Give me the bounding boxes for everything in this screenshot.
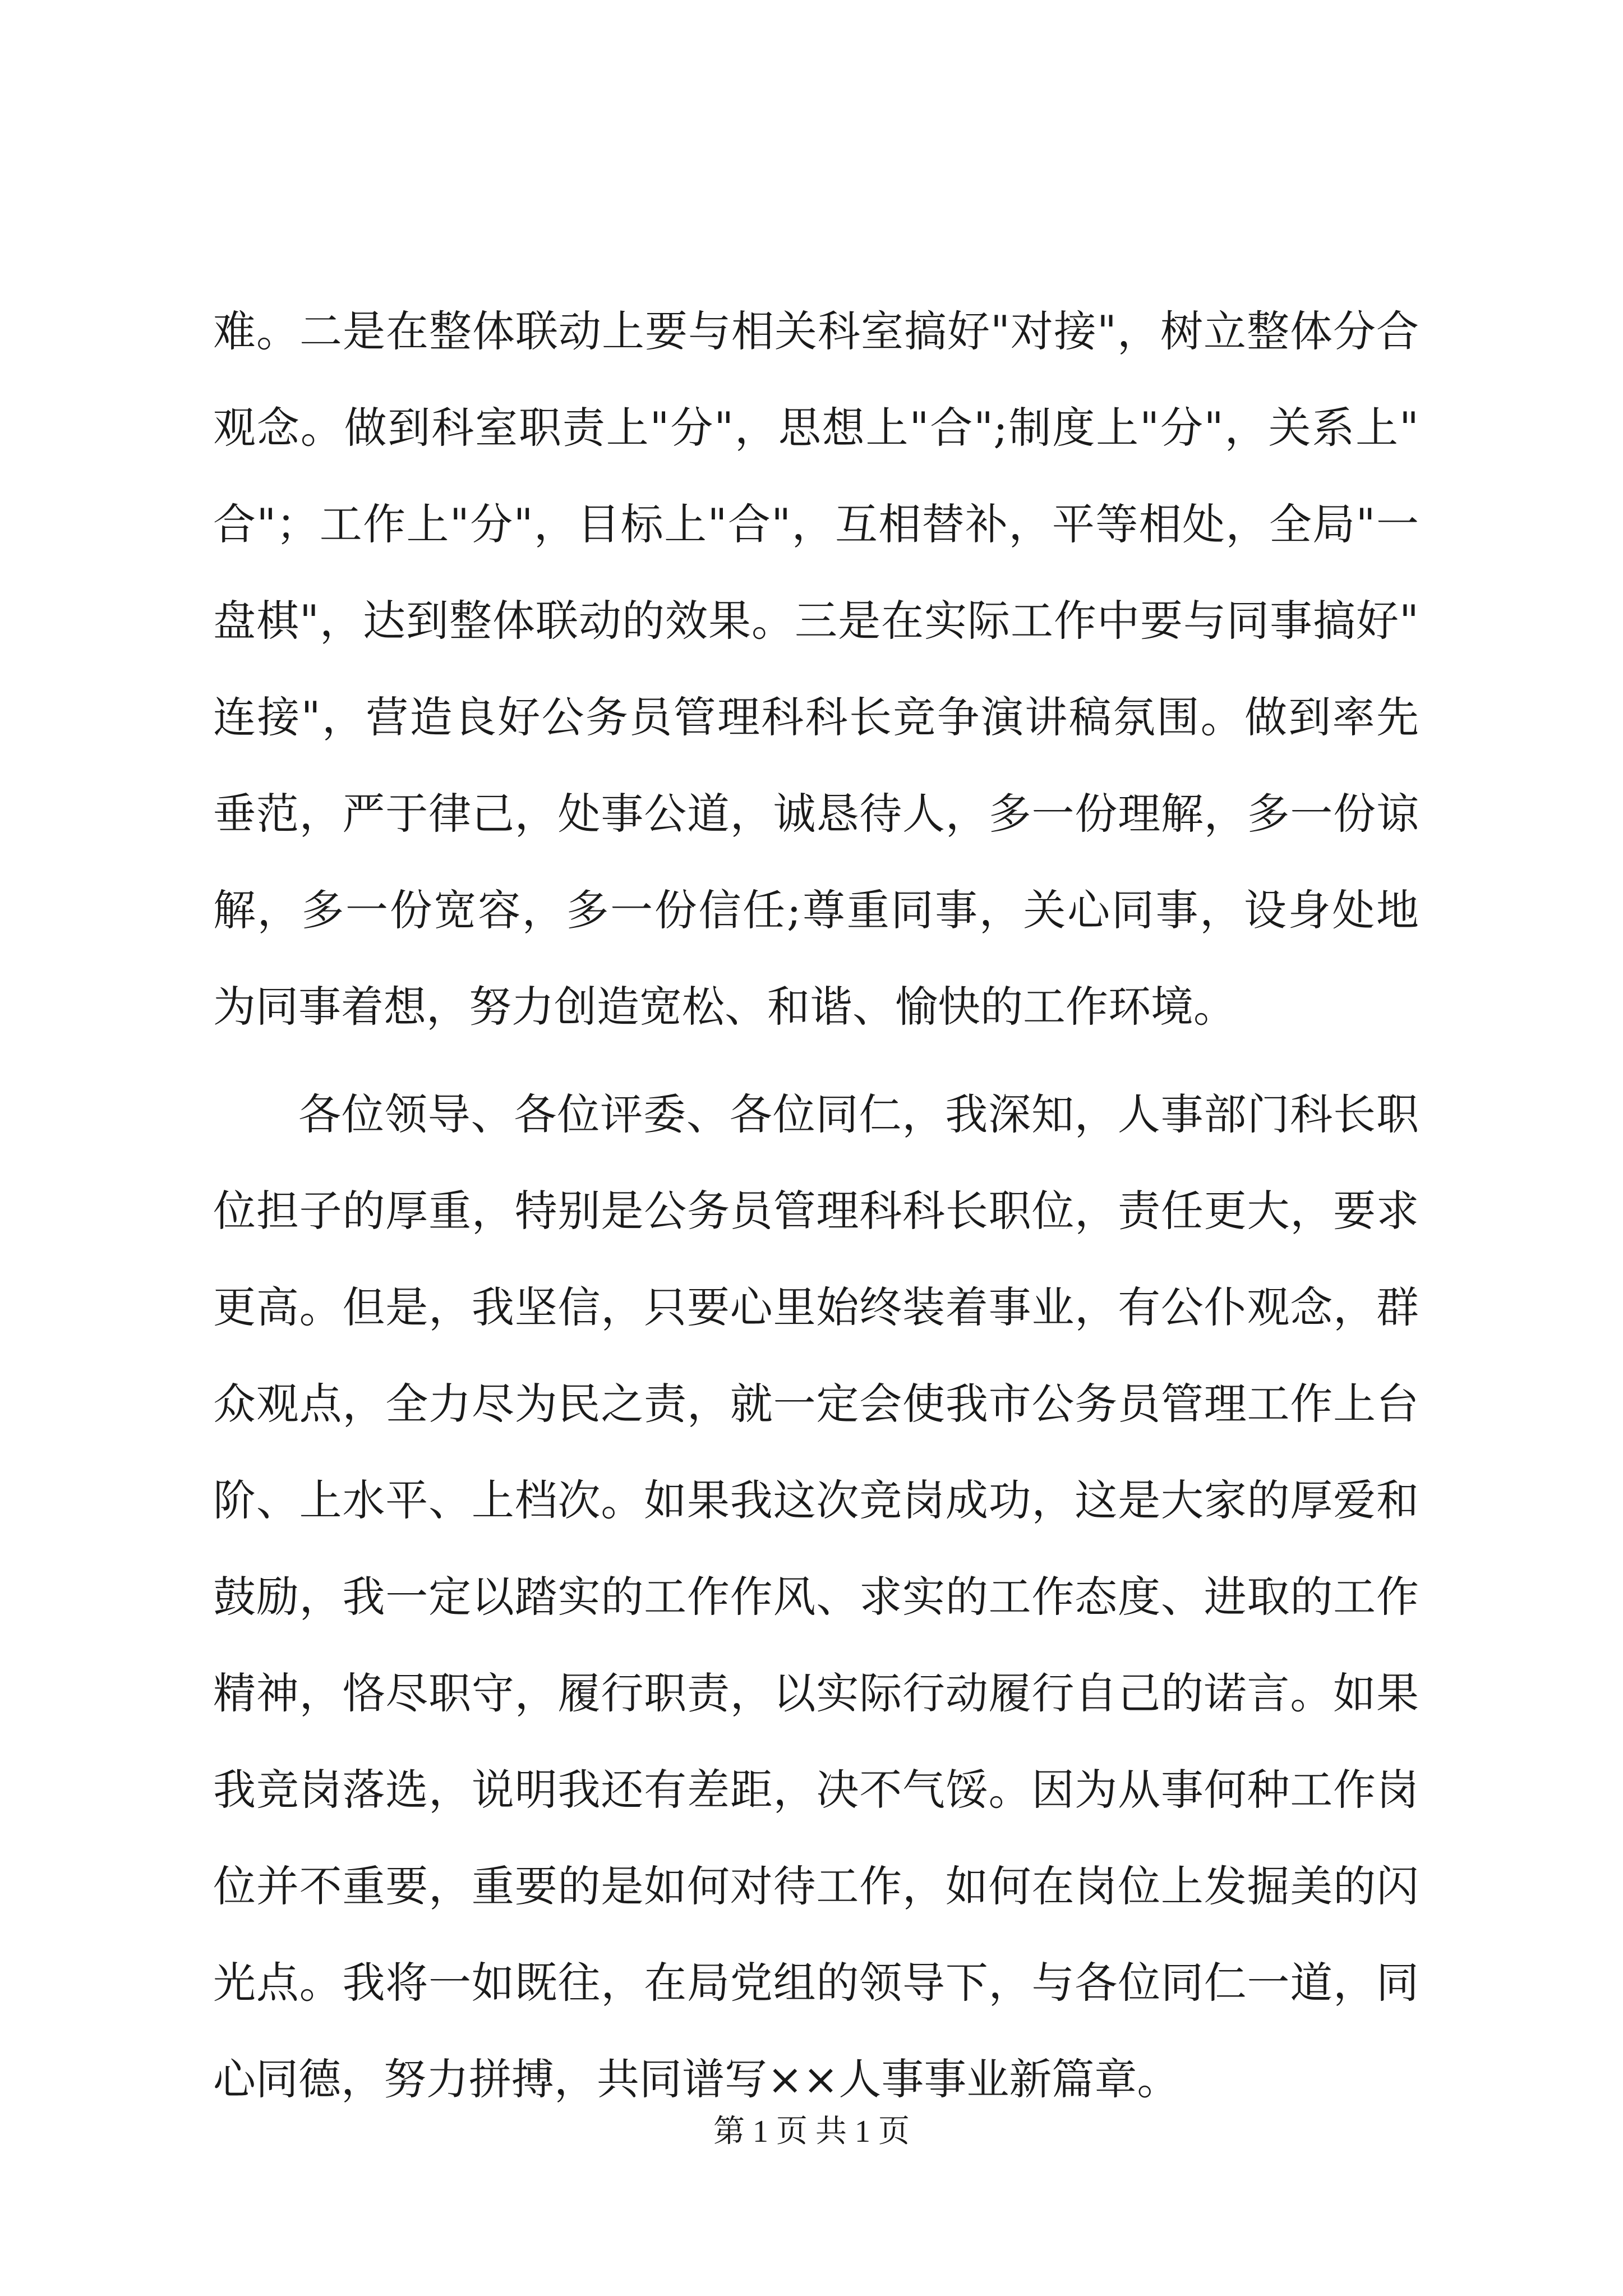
text-line: 精神，恪尽职守，履行职责，以实际行动履行自己的诺言。如果 (213, 1668, 1419, 1718)
page-number-label: 第 1 页 共 1 页 (713, 2114, 910, 2149)
text-line: 难。二是在整体联动上要与相关科室搞好"对接"，树立整体分合 (213, 306, 1419, 356)
text-line: 众观点，全力尽为民之责，就一定会使我市公务员管理工作上台 (213, 1379, 1419, 1429)
text-line: 连接"，营造良好公务员管理科科长竞争演讲稿氛围。做到率先 (213, 692, 1419, 742)
text-line: 鼓励，我一定以踏实的工作作风、求实的工作态度、进取的工作 (213, 1572, 1419, 1622)
text-line: 观念。做到科室职责上"分"，思想上"合";制度上"分"，关系上" (213, 403, 1419, 453)
paragraph-2 (213, 1066, 1419, 2128)
text-line: 更高。但是，我坚信，只要心里始终装着事业，有公仆观念，群 (213, 1282, 1419, 1332)
text-line: 阶、上水平、上档次。如果我这次竞岗成功，这是大家的厚爱和 (213, 1475, 1419, 1525)
paragraph-1 (213, 283, 1419, 1055)
text-line: 盘棋"，达到整体联动的效果。三是在实际工作中要与同事搞好" (213, 596, 1419, 646)
text-line: 位并不重要，重要的是如何对待工作，如何在岗位上发掘美的闪 (213, 1861, 1419, 1911)
text-line: 我竞岗落选，说明我还有差距，决不气馁。因为从事何种工作岗 (213, 1765, 1419, 1815)
text-line: 解，多一份宽容，多一份信任;尊重同事，关心同事，设身处地 (213, 885, 1419, 935)
text-line: 光点。我将一如既往，在局党组的领导下，与各位同仁一道，同 (213, 1958, 1419, 2008)
text-line: 位担子的厚重，特别是公务员管理科科长职位，责任更大，要求 (213, 1186, 1419, 1236)
text-line: 垂范，严于律己，处事公道，诚恳待人，多一份理解，多一份谅 (213, 789, 1419, 839)
text-line: 心同德，努力拼搏，共同谱写××人事事业新篇章。 (213, 2054, 1180, 2104)
text-line: 为同事着想，努力创造宽松、和谐、愉快的工作环境。 (213, 982, 1236, 1032)
page-footer (0, 2109, 1623, 2154)
paragraph-spacer (213, 1055, 1419, 1066)
text-line: 合"；工作上"分"，目标上"合"，互相替补，平等相处，全局"一 (213, 499, 1419, 549)
document-body (213, 283, 1419, 2128)
text-line: 各位领导、各位评委、各位同仁，我深知，人事部门科长职 (298, 1089, 1419, 1139)
